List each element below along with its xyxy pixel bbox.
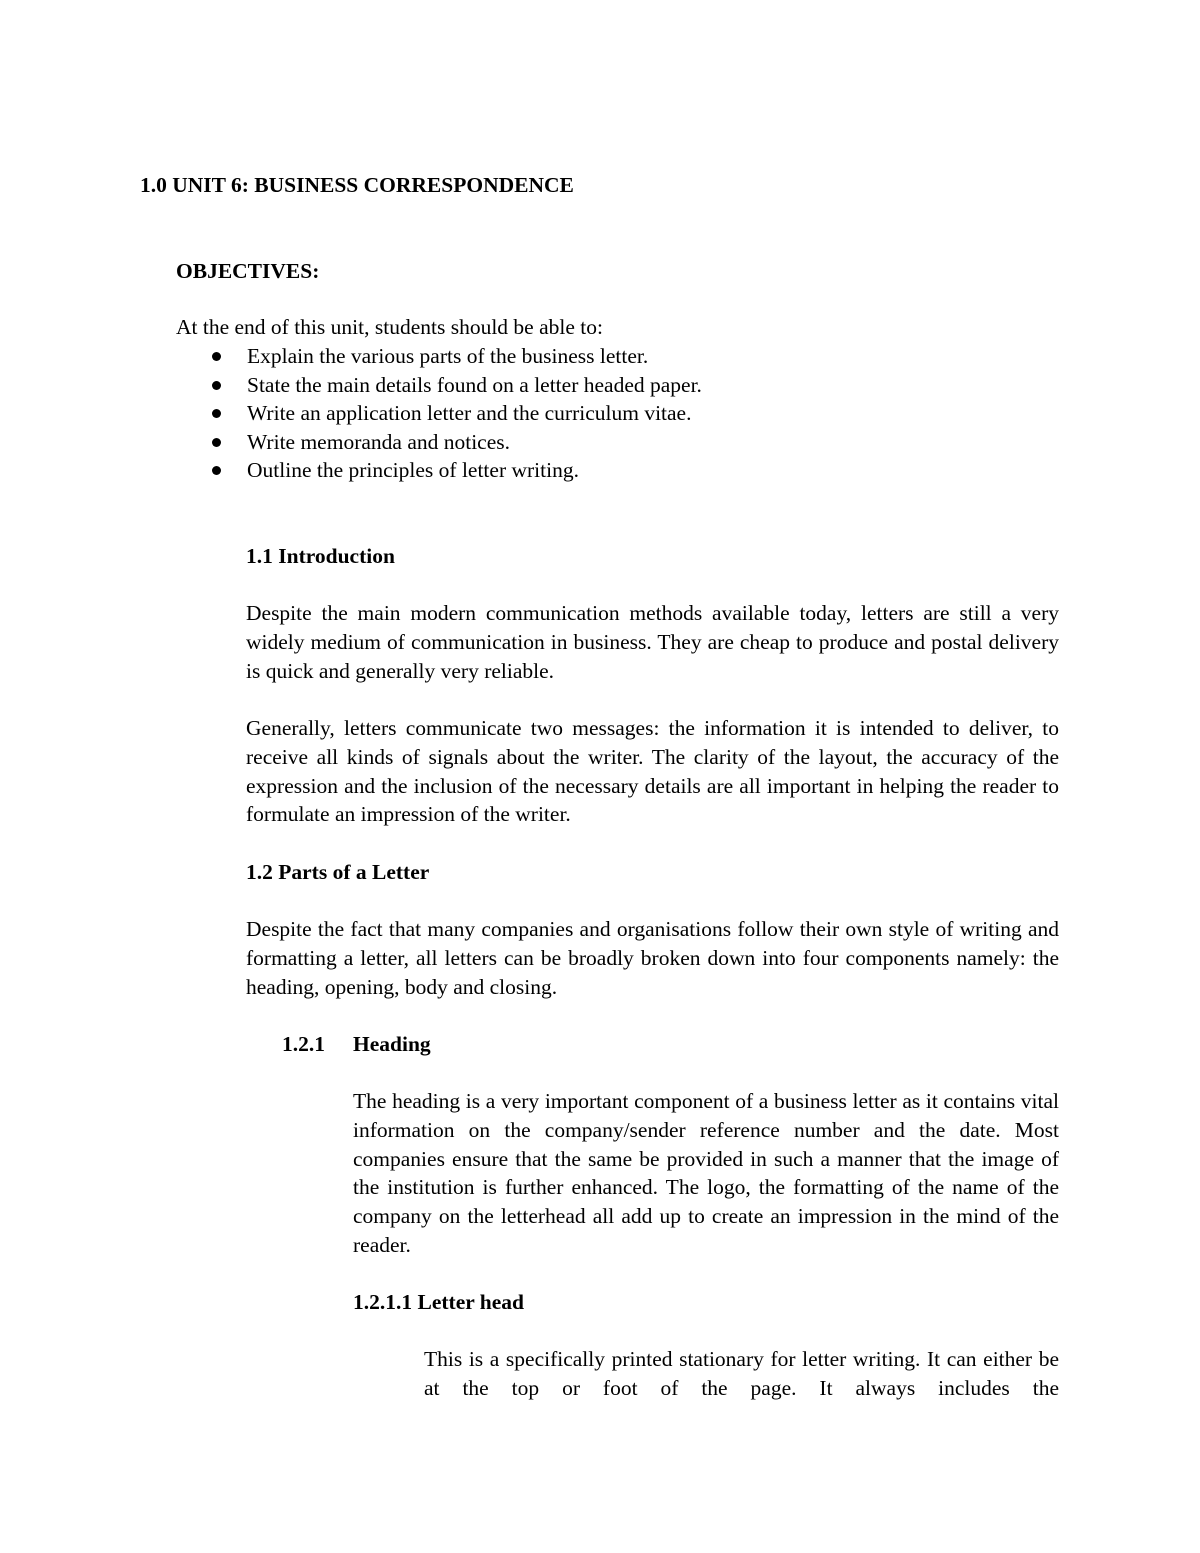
objective-text: Outline the principles of letter writing. xyxy=(247,458,579,483)
bullet-icon xyxy=(212,381,221,390)
objectives-heading: OBJECTIVES: xyxy=(176,259,320,283)
objective-text: Write an application letter and the curriculum vitae. xyxy=(247,401,692,426)
objectives-intro: At the end of this unit, students should be able to: xyxy=(176,315,603,339)
heading-section-title: Heading xyxy=(353,1032,431,1056)
objective-text: Write memoranda and notices. xyxy=(247,429,511,454)
page-title: 1.0 UNIT 6: BUSINESS CORRESPONDENCE xyxy=(140,173,574,197)
objectives-list xyxy=(212,342,702,485)
heading-section-number: 1.2.1 xyxy=(282,1032,325,1056)
parts-heading: 1.2 Parts of a Letter xyxy=(246,860,430,884)
heading-section-paragraph: The heading is a very important component of a business letter as it contains vital information on the company/sender reference number and the date. Most companies ensure that the same be provided in such a manner that the image of the institution is further enhanced. The logo, the formatting of the name of the company on the letterhead all add up to create an impression in the mind of the reader. xyxy=(353,1089,1059,1257)
introduction-heading: 1.1 Introduction xyxy=(246,544,395,568)
letter-head-heading: 1.2.1.1 Letter head xyxy=(353,1290,524,1314)
list-item xyxy=(212,428,702,457)
introduction-paragraph-2: Generally, letters communicate two messages: the information it is intended to deliver, to receive all kinds of signals about the writer. The clarity of the layout, the accuracy of the expression and the inclusion of the necessary details are all important in helping the reader to formulate an impression of the writer. xyxy=(246,716,1059,827)
list-item xyxy=(212,371,702,400)
objective-text: State the main details found on a letter headed paper. xyxy=(247,372,702,397)
bullet-icon xyxy=(212,409,221,418)
bullet-icon xyxy=(212,466,221,475)
bullet-icon xyxy=(212,352,221,361)
objective-text: Explain the various parts of the business letter. xyxy=(247,344,649,368)
list-item xyxy=(212,399,702,428)
bullet-icon xyxy=(212,438,221,447)
letter-head-paragraph: This is a specifically printed stationary for letter writing. It can either be at the top or foot of the page. It always includes the xyxy=(424,1347,1059,1400)
introduction-paragraph-1: Despite the main modern communication methods available today, letters are still a very widely medium of communication in business. They are cheap to produce and postal delivery is quick and generally very reliable. xyxy=(246,601,1059,683)
list-item xyxy=(212,456,702,485)
parts-paragraph: Despite the fact that many companies and organisations follow their own style of writing and formatting a letter, all letters can be broadly broken down into four components namely: the heading, opening, body and closing. xyxy=(246,917,1059,999)
list-item xyxy=(212,342,702,371)
